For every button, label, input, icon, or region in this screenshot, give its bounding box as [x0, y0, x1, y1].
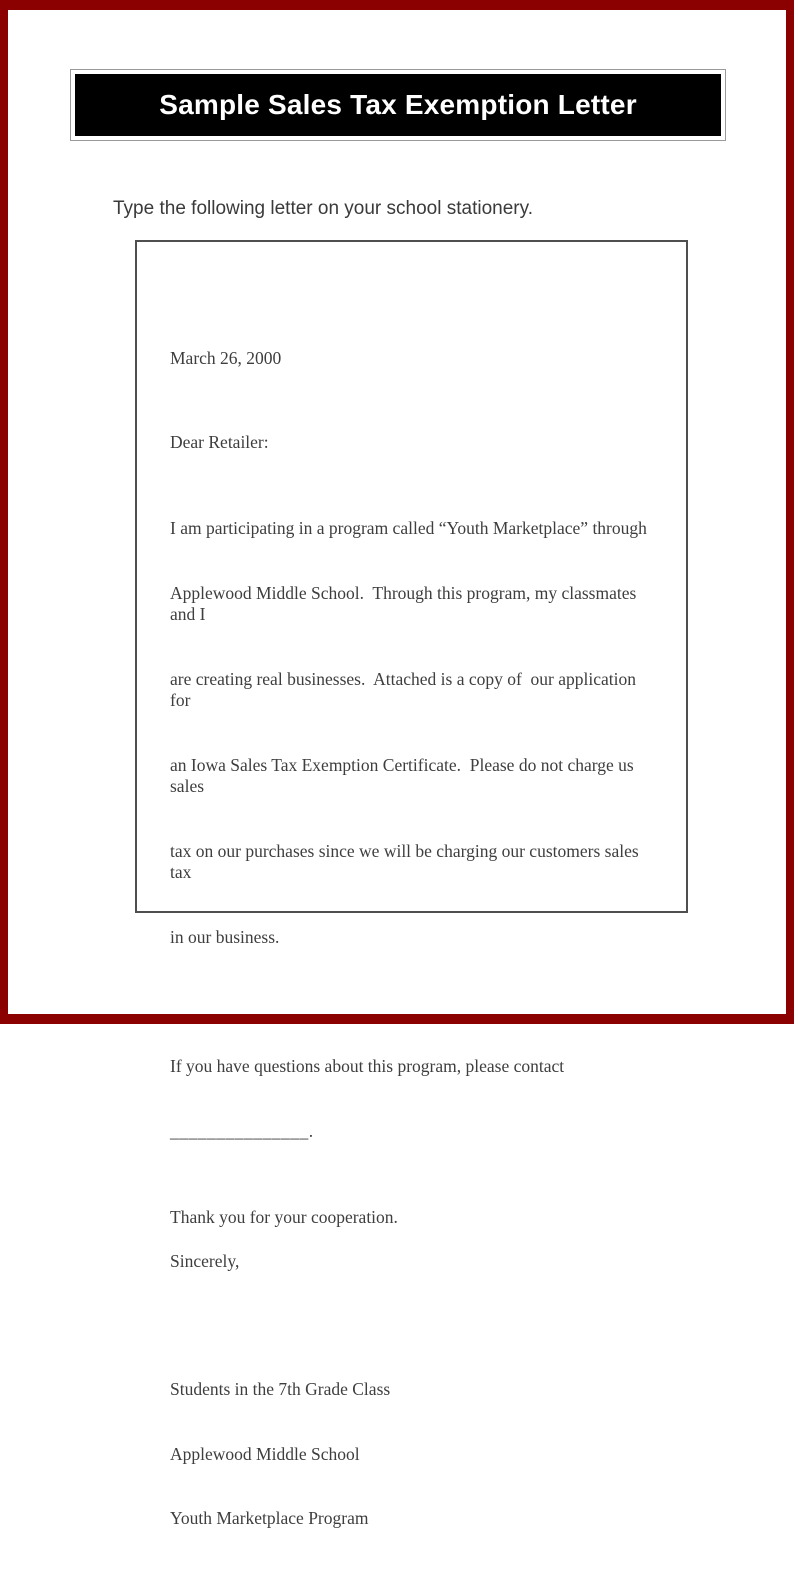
letter-body-line: Applewood Middle School. Through this program, my classmates and I — [170, 582, 641, 624]
title-banner — [70, 69, 726, 141]
letter-body-line: in our business. — [170, 926, 280, 947]
letter-date: March 26, 2000 — [170, 348, 282, 368]
page-title: Sample Sales Tax Exemption Letter — [159, 89, 637, 120]
letter-body-line: I am participating in a program called “Youth Marketplace” through — [170, 518, 647, 538]
letter-closing-thanks: Thank you for your cooperation. — [170, 1207, 398, 1227]
letter-closing-sincerely: Sincerely, — [170, 1250, 240, 1271]
letter-body-line: an Iowa Sales Tax Exemption Certificate. Please do not charge us sales — [170, 754, 639, 796]
letter-body-paragraph-1 — [170, 475, 658, 991]
signature-line: Applewood Middle School — [170, 1443, 360, 1464]
signature-line: Youth Marketplace Program — [170, 1508, 369, 1528]
letter-box — [135, 240, 688, 1528]
instruction-text: Type the following letter on your school stationery. — [113, 198, 533, 219]
letter-body-line: tax on our purchases since we will be charging our customers sales tax — [170, 840, 644, 882]
letter-body-line: are creating real businesses. Attached is a copy of our application for — [170, 668, 641, 710]
letter-body-line: If you have questions about this program, please contact — [170, 1056, 565, 1076]
title-banner-inner — [75, 74, 721, 136]
letter-body-paragraph-2 — [170, 1013, 658, 1185]
letter-salutation: Dear Retailer: — [170, 431, 269, 452]
signature-line: Students in the 7th Grade Class — [170, 1379, 391, 1399]
letter-signature-block — [170, 1336, 658, 1573]
contact-blank-underline: _______________. — [170, 1120, 314, 1141]
